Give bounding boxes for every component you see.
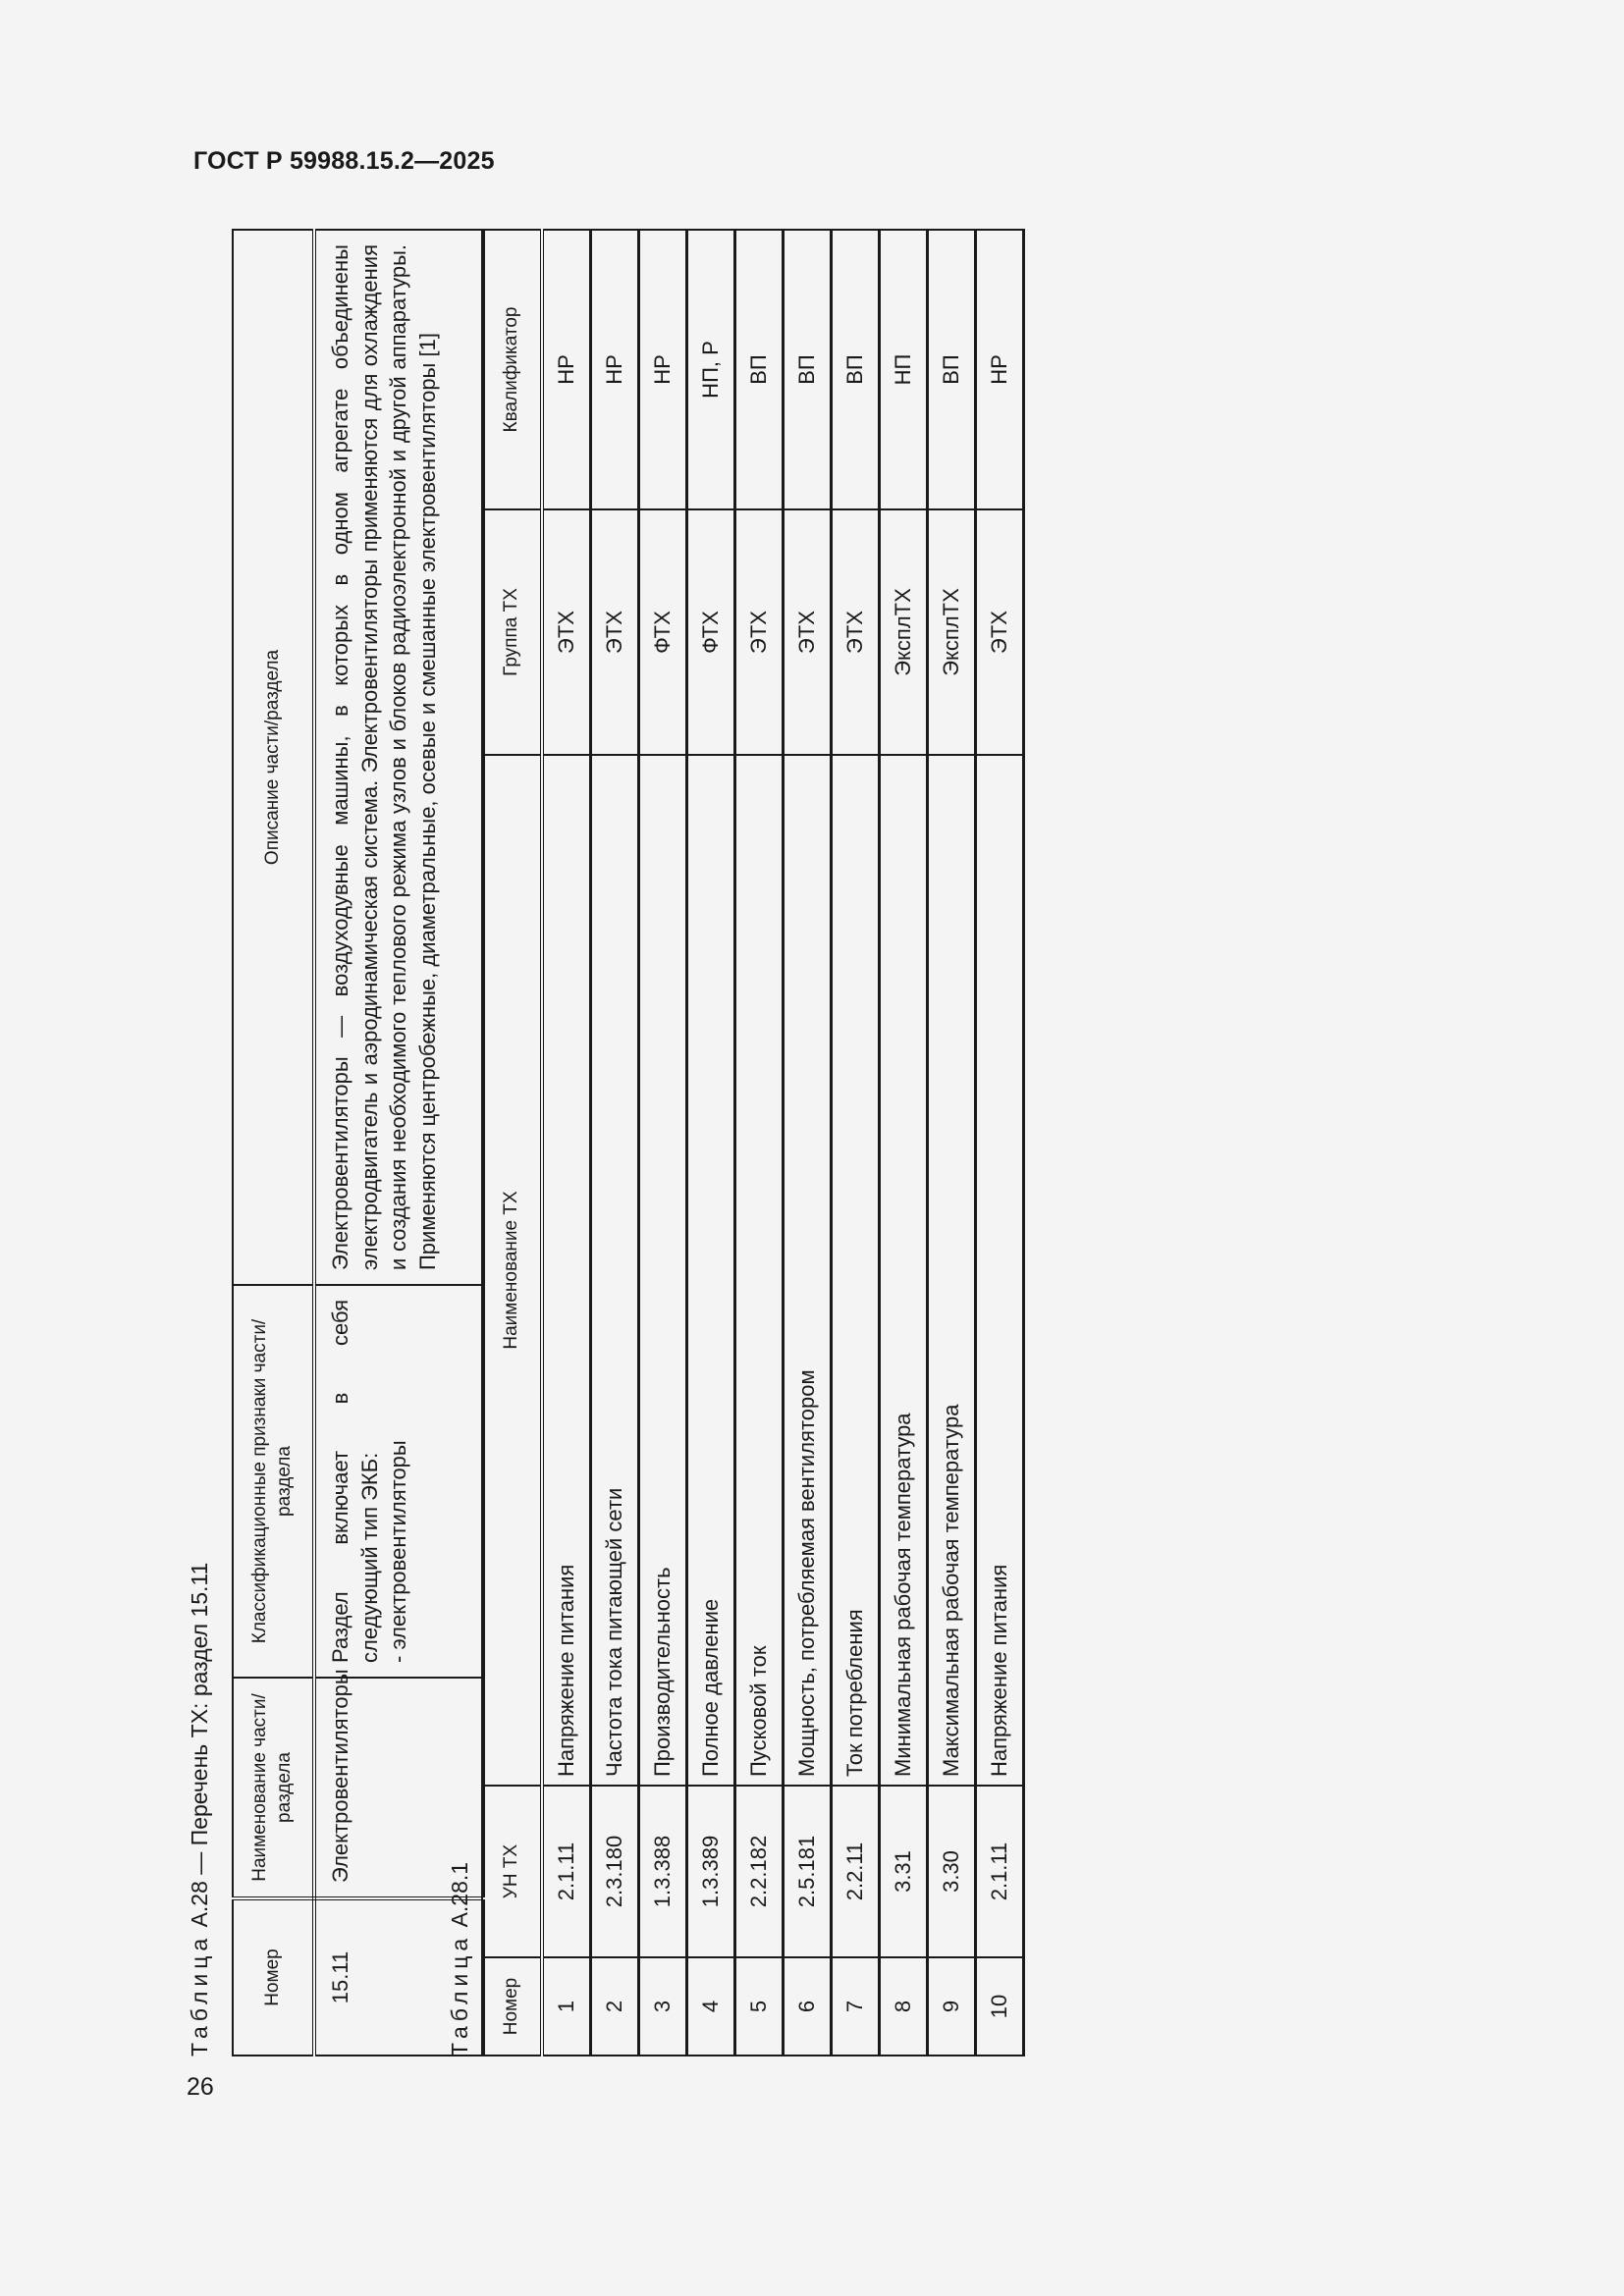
cell-number: 10 bbox=[976, 1957, 1024, 2056]
table-row bbox=[976, 230, 1024, 2056]
table-a281-header-group: Группа ТХ bbox=[482, 509, 542, 755]
table-row bbox=[687, 230, 735, 2056]
cell-code: 2.3.180 bbox=[591, 1786, 639, 1957]
cell-name: Частота тока питающей сети bbox=[591, 755, 639, 1786]
cell-name: Максимальная рабочая температура bbox=[928, 755, 976, 1786]
cell-code: 2.2.182 bbox=[735, 1786, 784, 1957]
cell-code: 2.1.11 bbox=[542, 1786, 591, 1957]
cell-qualifier: НР bbox=[591, 230, 639, 509]
cell-name: Ток потребления bbox=[832, 755, 880, 1786]
cell-qualifier: НР bbox=[542, 230, 591, 509]
cell-name: Мощность, потребляемая вентилятором bbox=[784, 755, 832, 1786]
table-a28-caption bbox=[187, 1563, 213, 2056]
table-a281-caption bbox=[447, 1862, 473, 2056]
table-a281-header-name: Наименование ТХ bbox=[482, 755, 542, 1786]
document-header: ГОСТ Р 59988.15.2—2025 bbox=[193, 147, 495, 175]
cell-group: ФТХ bbox=[639, 509, 687, 755]
table-a281-header-row bbox=[482, 230, 542, 2056]
table-row bbox=[735, 230, 784, 2056]
table-row bbox=[784, 230, 832, 2056]
table-a28-header-name: Наименование части/ раздела bbox=[233, 1678, 314, 1898]
cell-qualifier: НП bbox=[880, 230, 928, 509]
cell-qualifier: ВП bbox=[928, 230, 976, 509]
cell-name: Производительность bbox=[639, 755, 687, 1786]
cell-code: 2.5.181 bbox=[784, 1786, 832, 1957]
cell-group: ЭТХ bbox=[591, 509, 639, 755]
cell-code: 2.1.11 bbox=[976, 1786, 1024, 1957]
table-row bbox=[880, 230, 928, 2056]
table-a28-cell-features: Раздел включает в себя следующий тип ЭКБ: - электровентиляторы bbox=[314, 1285, 484, 1678]
table-a281-header-code: УН ТХ bbox=[482, 1786, 542, 1957]
table-a281-caption-prefix: Таблица bbox=[447, 1933, 472, 2056]
table-a281-header-number: Номер bbox=[482, 1957, 542, 2056]
cell-code: 1.3.388 bbox=[639, 1786, 687, 1957]
cell-qualifier: ВП bbox=[784, 230, 832, 509]
table-a28-header-number: Номер bbox=[233, 1898, 314, 2056]
cell-name: Напряжение питания bbox=[976, 755, 1024, 1786]
table-a28-cell-name: Электровентиляторы bbox=[314, 1678, 484, 1898]
cell-qualifier: НП, Р bbox=[687, 230, 735, 509]
cell-number: 4 bbox=[687, 1957, 735, 2056]
cell-group: ЭксплТХ bbox=[928, 509, 976, 755]
page-number: 26 bbox=[187, 2073, 214, 2101]
cell-code: 2.2.11 bbox=[832, 1786, 880, 1957]
table-a28-cell-number: 15.11 bbox=[314, 1898, 484, 2056]
cell-group: ФТХ bbox=[687, 509, 735, 755]
table-row bbox=[639, 230, 687, 2056]
table-a28-row bbox=[314, 230, 484, 2056]
cell-number: 6 bbox=[784, 1957, 832, 2056]
table-a28-header-row bbox=[233, 230, 314, 2056]
cell-number: 5 bbox=[735, 1957, 784, 2056]
table-a28-header-features: Классификационные признаки части/раздела bbox=[233, 1285, 314, 1678]
cell-number: 2 bbox=[591, 1957, 639, 2056]
cell-name: Напряжение питания bbox=[542, 755, 591, 1786]
cell-name: Пусковой ток bbox=[735, 755, 784, 1786]
cell-qualifier: НР bbox=[976, 230, 1024, 509]
cell-name: Минимальная рабочая температура bbox=[880, 755, 928, 1786]
cell-group: ЭТХ bbox=[735, 509, 784, 755]
cell-number: 9 bbox=[928, 1957, 976, 2056]
cell-code: 1.3.389 bbox=[687, 1786, 735, 1957]
cell-qualifier: ВП bbox=[832, 230, 880, 509]
cell-qualifier: ВП bbox=[735, 230, 784, 509]
cell-number: 1 bbox=[542, 1957, 591, 2056]
table-row bbox=[591, 230, 639, 2056]
cell-number: 7 bbox=[832, 1957, 880, 2056]
cell-qualifier: НР bbox=[639, 230, 687, 509]
cell-group: ЭТХ bbox=[976, 509, 1024, 755]
cell-number: 3 bbox=[639, 1957, 687, 2056]
table-row bbox=[542, 230, 591, 2056]
cell-group: ЭксплТХ bbox=[880, 509, 928, 755]
cell-group: ЭТХ bbox=[784, 509, 832, 755]
table-row bbox=[832, 230, 880, 2056]
table-a281-header-qualifier: Квалификатор bbox=[482, 230, 542, 509]
table-a28-cell-description: Электровентиляторы — воздуходувные машины, в которых в одном агрегате объединены электродвигатель и аэродинамическая система. Электровентиляторы применяются для охлаждения и создания необходимого теплового режима узлов и блоков радиоэлектронной и другой аппаратуры. Применяются центробежные, диаметральные, осевые и смешанные электровентиляторы [1] bbox=[314, 230, 484, 1285]
cell-name: Полное давление bbox=[687, 755, 735, 1786]
cell-code: 3.30 bbox=[928, 1786, 976, 1957]
cell-number: 8 bbox=[880, 1957, 928, 2056]
rotated-landscape-content bbox=[187, 15, 1198, 2056]
table-a28-caption-prefix: Таблица bbox=[187, 1933, 212, 2056]
table-a281-caption-text: А.28.1 bbox=[447, 1861, 472, 1928]
table-a28-caption-text: А.28 — Перечень ТХ: раздел 15.11 bbox=[187, 1562, 212, 1928]
cell-group: ЭТХ bbox=[542, 509, 591, 755]
table-a28 bbox=[232, 229, 485, 2056]
table-a28-header-description: Описание части/раздела bbox=[233, 230, 314, 1285]
table-a281 bbox=[481, 229, 1025, 2056]
cell-group: ЭТХ bbox=[832, 509, 880, 755]
cell-code: 3.31 bbox=[880, 1786, 928, 1957]
table-row bbox=[928, 230, 976, 2056]
